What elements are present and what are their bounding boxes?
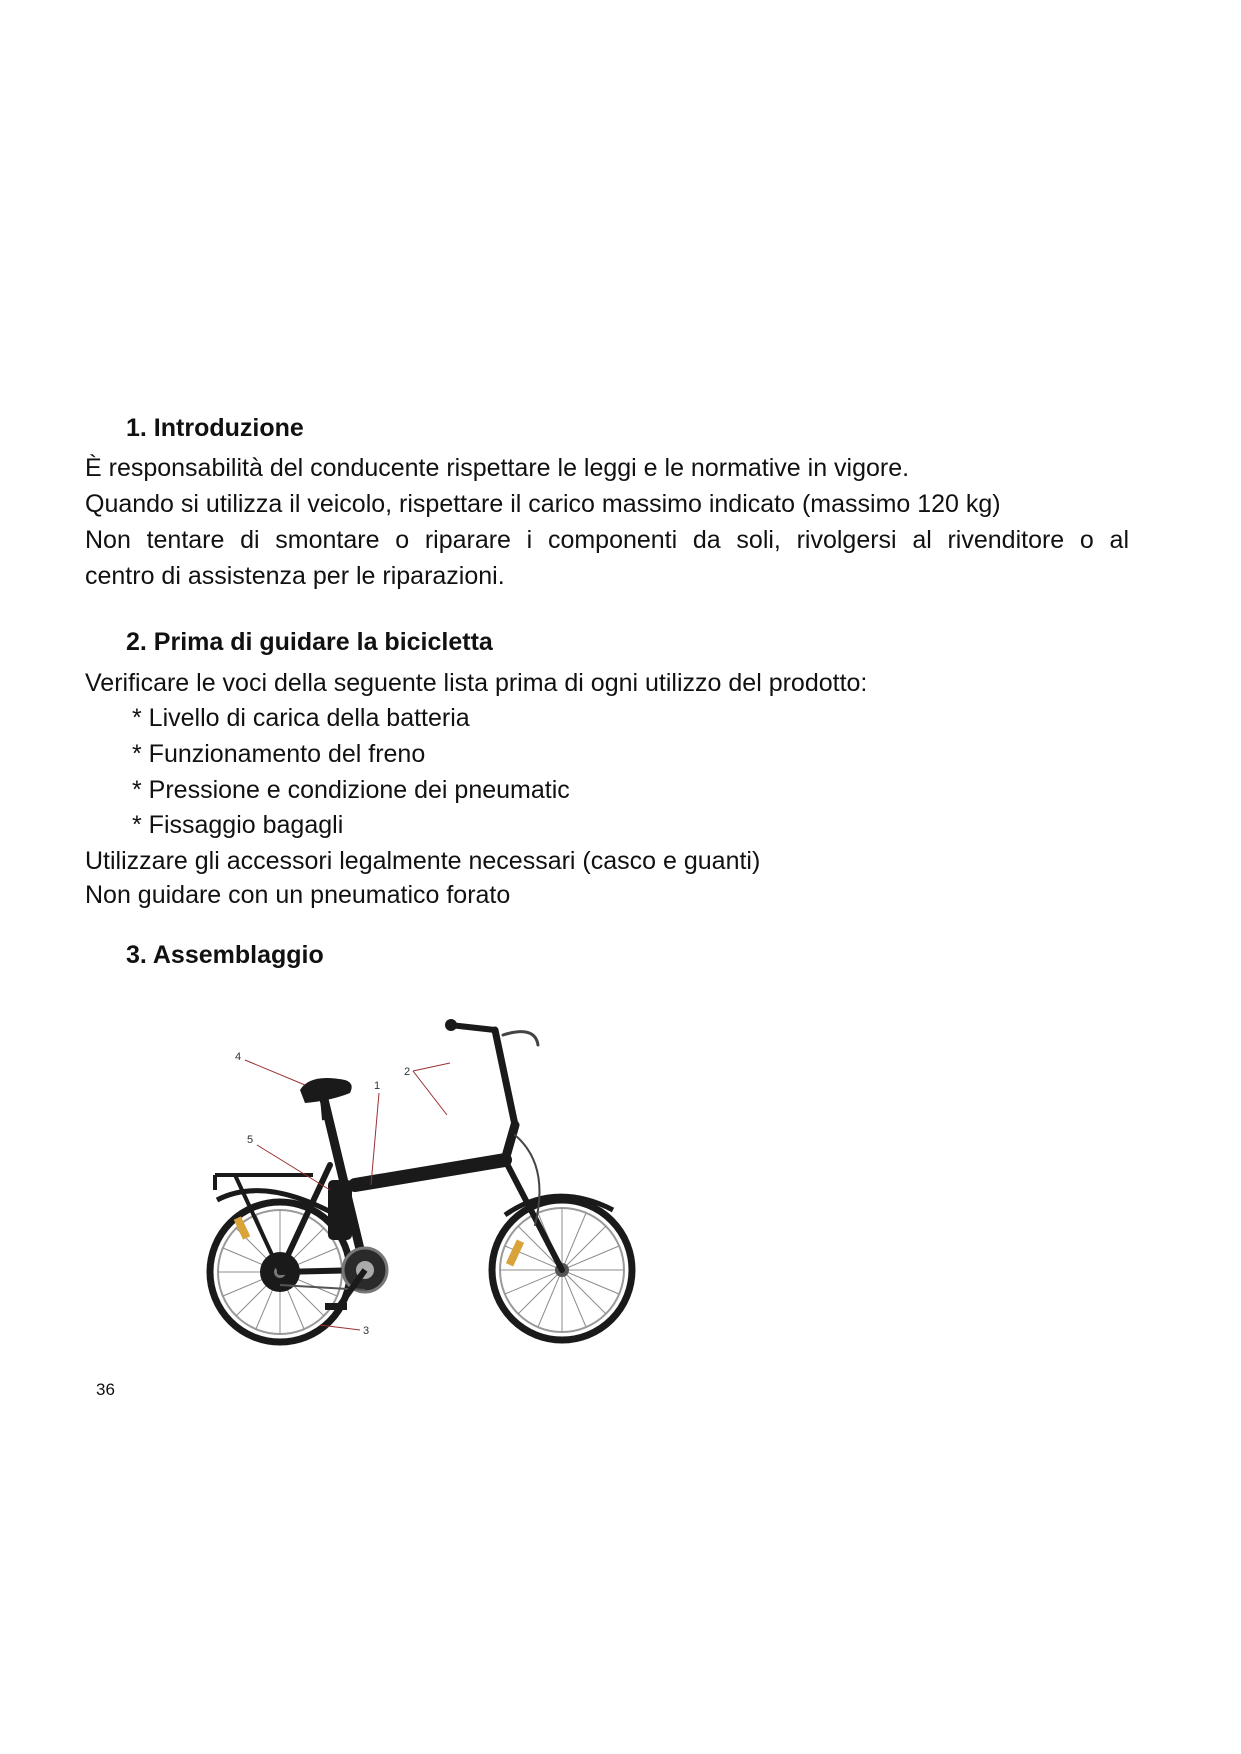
intro-line: Quando si utilizza il veicolo, rispettare il carico massimo indicato (massimo 120 kg): [85, 490, 1001, 518]
checklist-intro: Verificare le voci della seguente lista prima di ogni utilizzo del prodotto:: [85, 669, 868, 697]
checklist-item: * Pressione e condizione dei pneumatic: [132, 776, 570, 804]
section-heading-assemblaggio: 3. Assemblaggio: [126, 941, 324, 969]
callout-label-1: 1: [374, 1080, 381, 1092]
intro-paragraph: [85, 450, 1129, 594]
intro-line: centro di assistenza per le riparazioni.: [85, 562, 505, 590]
bike-diagram-figure: [205, 985, 645, 1360]
bike-frame: [280, 1019, 562, 1272]
checklist-item: * Livello di carica della batteria: [132, 704, 470, 732]
checklist-item: * Fissaggio bagagli: [132, 811, 344, 839]
intro-line: Non tentare di smontare o riparare i componenti da soli, rivolgersi al rivenditore o al: [85, 526, 1129, 554]
callout-label-5: 5: [247, 1134, 254, 1146]
tire-warning-line: Non guidare con un pneumatico forato: [85, 881, 511, 909]
intro-line: È responsabilità del conducente rispettare le leggi e le normative in vigore.: [85, 454, 910, 482]
section-heading-prima-di-guidare: 2. Prima di guidare la bicicletta: [126, 628, 493, 656]
battery-pack: [328, 1180, 352, 1240]
checklist-item: * Funzionamento del freno: [132, 740, 426, 768]
accessories-line: Utilizzare gli accessori legalmente necessari (casco e guanti): [85, 847, 761, 875]
callout-label-3: 3: [363, 1325, 370, 1337]
callout-label-4: 4: [235, 1051, 242, 1063]
page-number: 36: [96, 1380, 115, 1399]
saddle: [300, 1078, 352, 1120]
callout-label-2: 2: [404, 1066, 411, 1078]
section-heading-introduzione: 1. Introduzione: [126, 414, 304, 442]
